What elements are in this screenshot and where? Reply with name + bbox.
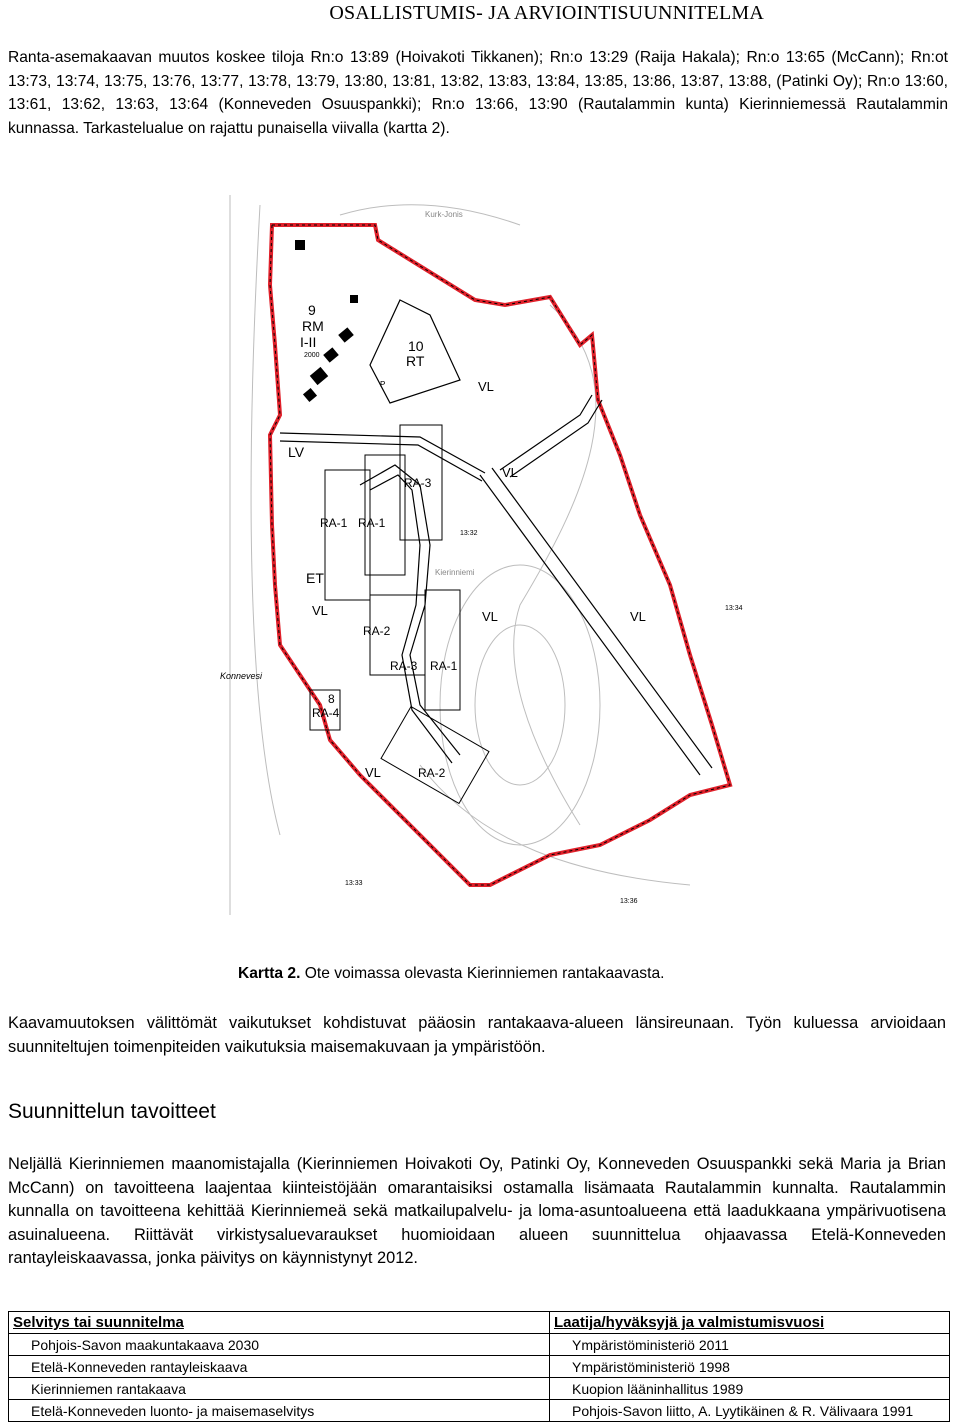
label-ra3-a: RA-3 (404, 476, 432, 490)
section-heading: Suunnittelun tavoitteet (8, 1100, 216, 1123)
label-rt-code: RT (406, 353, 425, 369)
column-header-study: Selvitys tai suunnitelma (9, 1312, 550, 1334)
label-vl-2: VL (502, 465, 518, 480)
roads (280, 395, 712, 775)
label-13-32: 13:32 (460, 530, 478, 537)
table-cell: Ympäristöministeriö 2011 (550, 1334, 950, 1356)
column-header-author: Laatija/hyväksyjä ja valmistumisvuosi (550, 1312, 950, 1334)
table-row (9, 1378, 950, 1400)
label-13-34: 13:34 (725, 605, 743, 612)
table-cell: Pohjois-Savon liitto, A. Lyytikäinen & R. Välivaara 1991 (550, 1400, 950, 1422)
table-cell: Kuopion lääninhallitus 1989 (550, 1378, 950, 1400)
page-title: OSALLISTUMIS- JA ARVIOINTISUUNNITELMA (329, 2, 764, 24)
goals-paragraph: Neljällä Kierinniemen maanomistajalla (Kierinniemen Hoivakoti Oy, Patinki Oy, Konneveden Osuuspankki sekä Maria ja Brian McCann) on tavoitteena laajentaa kiinteistöjään omarantaisiksi ostamalla lisämaata Rautalammin kunnalta. Rautalammin kunnalla on tavoitteena kehittää Kierinniemeä sekä matkailupalvelu- ja loma-asuntoalueena että laadukkaana ympärivuotisena asuinalueena. Riittävät virkistysaluevaraukset huomioidaan alueen suunnittelua ohjaavassa Etelä-Konneveden rantayleiskaavassa, jonka päivitys on käynnistynyt 2012. (8, 1155, 946, 1267)
impact-paragraph: Kaavamuutoksen välittömät vaikutukset kohdistuvat pääosin rantakaava-alueen länsireunaan. Työn kuluessa arvioidaan suunniteltujen toimenpiteiden vaikutuksia maisemakuvaan ja ympäristöön. (8, 1014, 946, 1056)
label-rm-area: 2000 (304, 352, 320, 359)
label-konnevesi: Konnevesi (220, 671, 263, 681)
boundary-outline (270, 225, 730, 885)
label-13-33: 13:33 (345, 880, 363, 887)
label-plot-8: 8 (328, 692, 335, 706)
label-kurk: Kurk-Jonis (425, 210, 463, 219)
label-ra4: RA-4 (312, 706, 340, 720)
map-caption (238, 965, 664, 983)
label-13-36: 13:36 (620, 898, 638, 905)
label-vl-6: VL (365, 765, 381, 780)
label-vl-3: VL (482, 609, 498, 624)
label-ra1-a: RA-1 (320, 516, 348, 530)
label-vl-4: VL (630, 609, 646, 624)
zoning-map (220, 185, 780, 930)
label-rm-code: RM (302, 318, 324, 334)
table-cell: Pohjois-Savon maakuntakaava 2030 (9, 1334, 550, 1356)
table-cell: Etelä-Konneveden rantayleiskaava (9, 1356, 550, 1378)
table-cell: Ympäristöministeriö 1998 (550, 1356, 950, 1378)
label-ra2-b: RA-2 (418, 766, 446, 780)
table-cell: Kierinniemen rantakaava (9, 1378, 550, 1400)
label-lv: LV (288, 444, 305, 460)
label-ra3-b: RA-3 (390, 659, 418, 673)
label-ra2-a: RA-2 (363, 624, 391, 638)
intro-paragraph: Ranta-asemakaavan muutos koskee tiloja Rn:o 13:89 (Hoivakoti Tikkanen); Rn:o 13:29 (Raija Hakala); Rn:o 13:65 (McCann); Rn:ot 13:73, 13:74, 13:75, 13:76, 13:77, 13:78, 13:79, 13:80, 13:81, 13:82, 13:83, 13:84, 13:85, 13:86, 13:87, 13:88, (Patinki Oy); Rn:o 13:60, 13:61, 13:62, 13:63, 13:64 (Konneveden Osuuspankki); Rn:o 13:66, 13:90 (Rautalammin kunta) Kierinniemessä Rautalammin kunnassa. Tarkastelualue on rajattu punaisella viivalla (kartta 2). (8, 49, 948, 137)
table-row (9, 1356, 950, 1378)
references-table (8, 1311, 950, 1422)
label-vl-1: VL (478, 379, 494, 394)
label-ra1-c: RA-1 (430, 659, 458, 673)
terrain-contours (230, 195, 690, 915)
label-ra1-b: RA-1 (358, 516, 386, 530)
table-cell: Etelä-Konneveden luonto- ja maisemaselvitys (9, 1400, 550, 1422)
caption-text: Ote voimassa olevasta Kierinniemen rantakaavasta. (300, 965, 665, 982)
table-row (9, 1400, 950, 1422)
caption-label: Kartta 2. (238, 965, 301, 982)
label-parking: P (380, 380, 386, 389)
label-rm-sub: I-II (300, 334, 317, 350)
label-et: ET (306, 570, 324, 586)
label-kierinniemi: Kierinniemi (435, 568, 475, 577)
label-vl-5: VL (312, 603, 328, 618)
label-rm-number: 9 (308, 302, 316, 318)
table-row (9, 1334, 950, 1356)
table-header-row (9, 1312, 950, 1334)
label-rt-number: 10 (408, 338, 424, 354)
